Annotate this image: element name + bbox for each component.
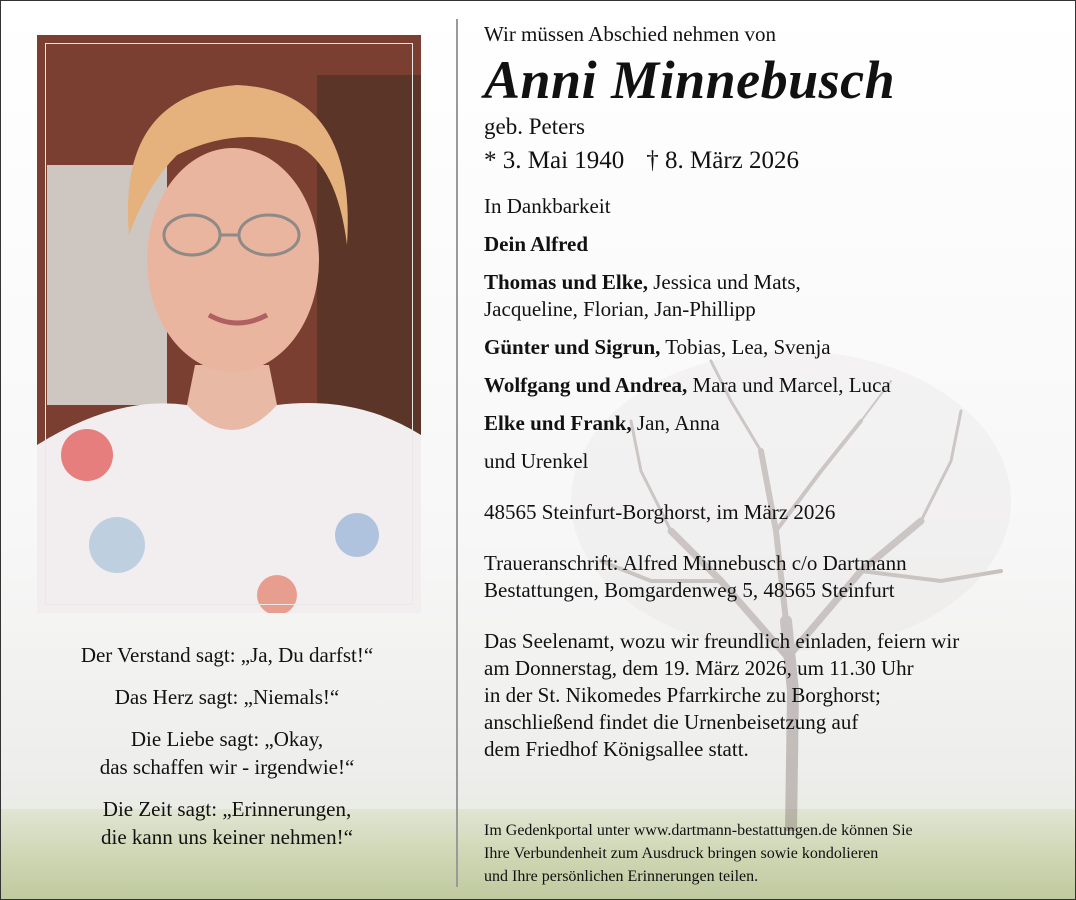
family-children: Jan, Anna	[631, 411, 720, 435]
family-couple: Elke und Frank,	[484, 411, 632, 435]
service-block	[484, 628, 1064, 763]
family-children-line2: Jacqueline, Florian, Jan-Phillipp	[484, 297, 756, 321]
quote-line: Die Liebe sagt: „Okay,	[130, 727, 324, 751]
spouse-line: Dein Alfred	[484, 232, 589, 256]
service-line: am Donnerstag, dem 19. März 2026, um 11.30 Uhr	[484, 656, 914, 680]
service-line: in der St. Nikomedes Pfarrkirche zu Borghorst;	[484, 683, 881, 707]
quote-line: die kann uns keiner nehmen!“	[101, 825, 353, 849]
service-line: anschließend findet die Urnenbeisetzung auf	[484, 710, 859, 734]
quote-line: das schaffen wir - irgendwie!“	[99, 755, 355, 779]
service-line: Das Seelenamt, wozu wir freundlich einladen, feiern wir	[484, 629, 960, 653]
life-dates	[484, 143, 1064, 179]
address-line: Traueranschrift: Alfred Minnebusch c/o Dartmann	[484, 551, 907, 575]
family-couple: Wolfgang und Andrea,	[484, 373, 688, 397]
family-line	[484, 334, 1064, 361]
death-date: † 8. März 2026	[646, 147, 800, 174]
family-children: Tobias, Lea, Svenja	[660, 335, 831, 359]
notice-column	[484, 19, 1064, 763]
birth-name: geb. Peters	[484, 114, 585, 139]
quote-zeit	[21, 795, 433, 851]
memorial-portal-note	[484, 819, 1064, 888]
family-couple: Günter und Sigrun,	[484, 335, 661, 359]
quotes-block	[21, 641, 433, 865]
address-block	[484, 550, 1064, 604]
family-line	[484, 372, 1064, 399]
footer-line: Im Gedenkportal unter www.dartmann-bestattungen.de können Sie	[484, 822, 913, 839]
quote-line: Die Zeit sagt: „Erinnerungen,	[102, 797, 352, 821]
photo-inner-border	[45, 43, 413, 605]
address-line: Bestattungen, Bomgardenweg 5, 48565 Steinfurt	[484, 578, 895, 602]
service-line: dem Friedhof Königsallee statt.	[484, 737, 749, 761]
birth-date: * 3. Mai 1940	[484, 147, 625, 174]
intro-text: Wir müssen Abschied nehmen von	[484, 22, 776, 46]
portrait-photo	[37, 35, 421, 613]
place-date-line: 48565 Steinfurt-Borghorst, im März 2026	[484, 500, 836, 524]
gratitude-line: In Dankbarkeit	[484, 194, 611, 218]
column-divider	[456, 19, 458, 887]
family-children: Jessica und Mats,	[647, 270, 801, 294]
quote-herz	[21, 683, 433, 711]
family-couple: Thomas und Elke,	[484, 270, 648, 294]
footer-line: Ihre Verbundenheit zum Ausdruck bringen sowie kondolieren	[484, 845, 879, 862]
family-line	[484, 269, 1064, 323]
footer-line: und Ihre persönlichen Erinnerungen teilen.	[484, 868, 759, 885]
quote-liebe	[21, 725, 433, 781]
deceased-name: Anni Minnebusch	[484, 50, 896, 110]
family-children: Mara und Marcel, Luca	[687, 373, 891, 397]
quote-line: Der Verstand sagt: „Ja, Du darfst!“	[80, 643, 374, 667]
quote-line: Das Herz sagt: „Niemals!“	[114, 685, 340, 709]
family-line	[484, 410, 1064, 437]
quote-verstand	[21, 641, 433, 669]
great-grandchildren-line: und Urenkel	[484, 449, 589, 473]
